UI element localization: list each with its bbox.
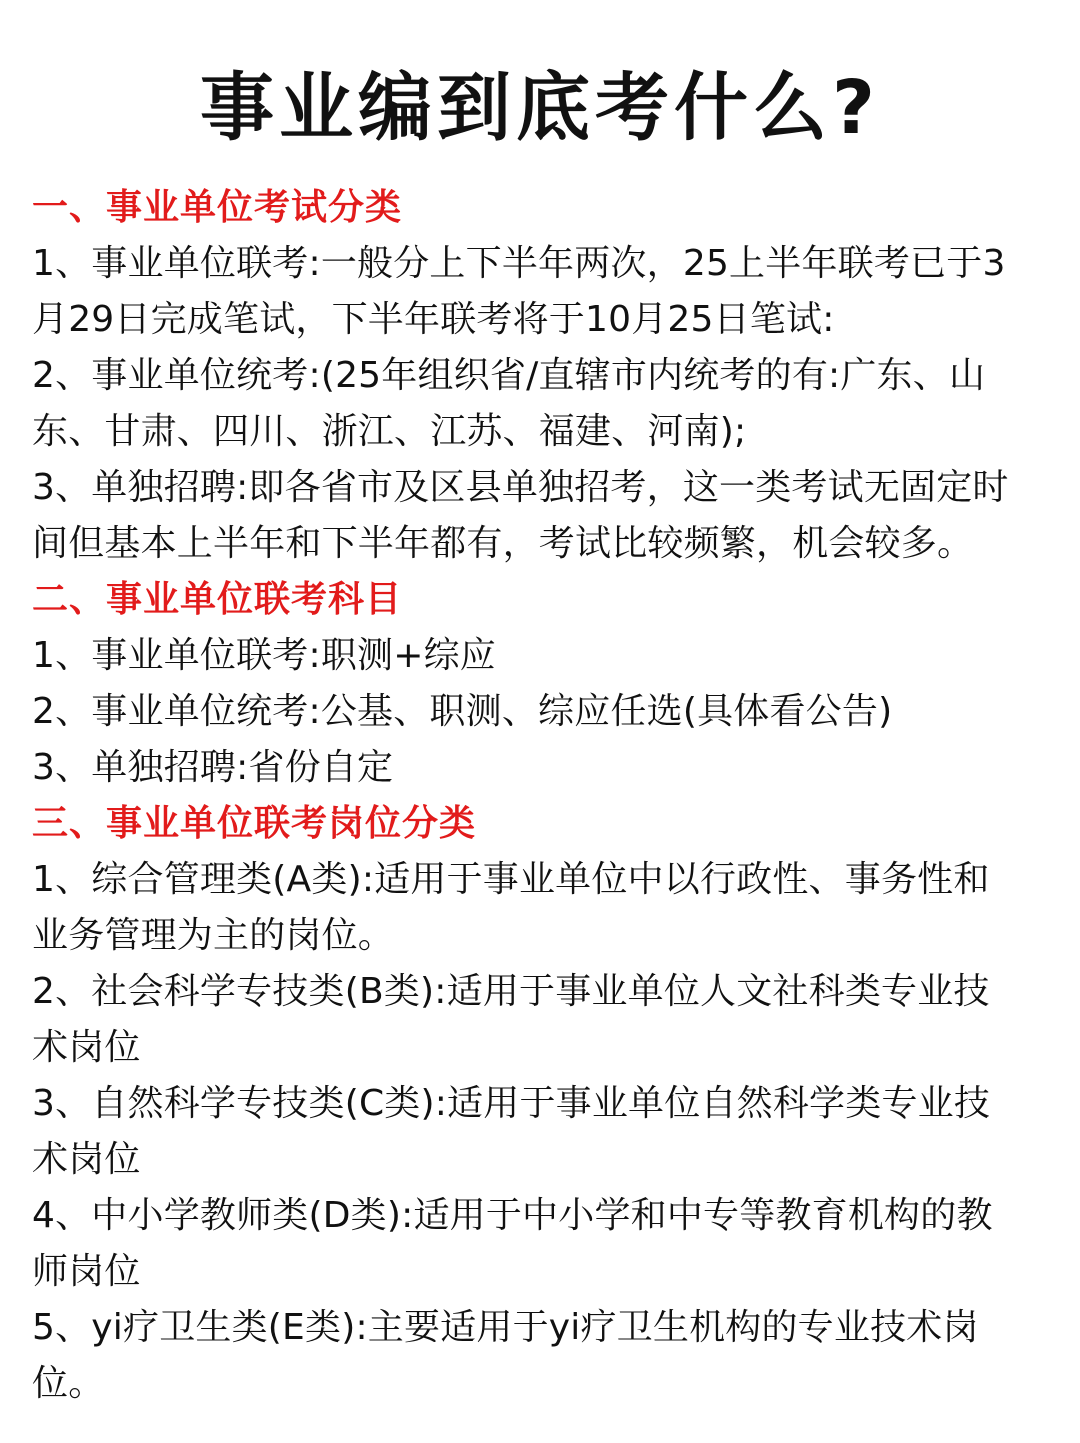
exam-category-line-2: 月29日完成笔试，下半年联考将于10月25日笔试:: [32, 299, 835, 340]
position-category-line-6: 术岗位: [32, 1139, 141, 1180]
section-heading-exam-subjects: 二、事业单位联考科目: [32, 579, 403, 620]
exam-category-line-3: 2、事业单位统考:(25年组织省/直辖市内统考的有:广东、山: [32, 355, 986, 396]
exam-category-line-4: 东、甘肃、四川、浙江、江苏、福建、河南);: [32, 411, 747, 452]
position-category-line-1: 1、综合管理类(A类):适用于事业单位中以行政性、事务性和: [32, 859, 990, 900]
position-category-line-3: 2、社会科学专技类(B类):适用于事业单位人文社科类专业技: [32, 971, 990, 1012]
position-category-line-5: 3、自然科学专技类(C类):适用于事业单位自然科学类专业技: [32, 1083, 991, 1124]
position-category-line-10: 位。: [32, 1363, 105, 1404]
exam-subject-line-3: 3、单独招聘:省份自定: [32, 747, 394, 788]
position-category-line-8: 师岗位: [32, 1251, 141, 1292]
position-category-line-9: 5、yi疗卫生类(E类):主要适用于yi疗卫生机构的专业技术岗: [32, 1307, 979, 1348]
position-category-line-7: 4、中小学教师类(D类):适用于中小学和中专等教育机构的教: [32, 1195, 993, 1236]
exam-subject-line-1: 1、事业单位联考:职测+综应: [32, 635, 496, 676]
position-category-line-4: 术岗位: [32, 1027, 141, 1068]
exam-category-line-6: 间但基本上半年和下半年都有，考试比较频繁，机会较多。: [32, 523, 974, 564]
exam-category-line-1: 1、事业单位联考:一般分上下半年两次，25上半年联考已于3: [32, 243, 1006, 284]
exam-subject-line-2: 2、事业单位统考:公基、职测、综应任选(具体看公告): [32, 691, 893, 732]
position-category-line-2: 业务管理为主的岗位。: [32, 915, 395, 956]
page-title: 事业编到底考什么?: [200, 65, 880, 151]
exam-category-line-5: 3、单独招聘:即各省市及区县单独招考，这一类考试无固定时: [32, 467, 1009, 508]
section-heading-position-categories: 三、事业单位联考岗位分类: [32, 803, 477, 844]
section-heading-exam-categories: 一、事业单位考试分类: [32, 187, 403, 228]
